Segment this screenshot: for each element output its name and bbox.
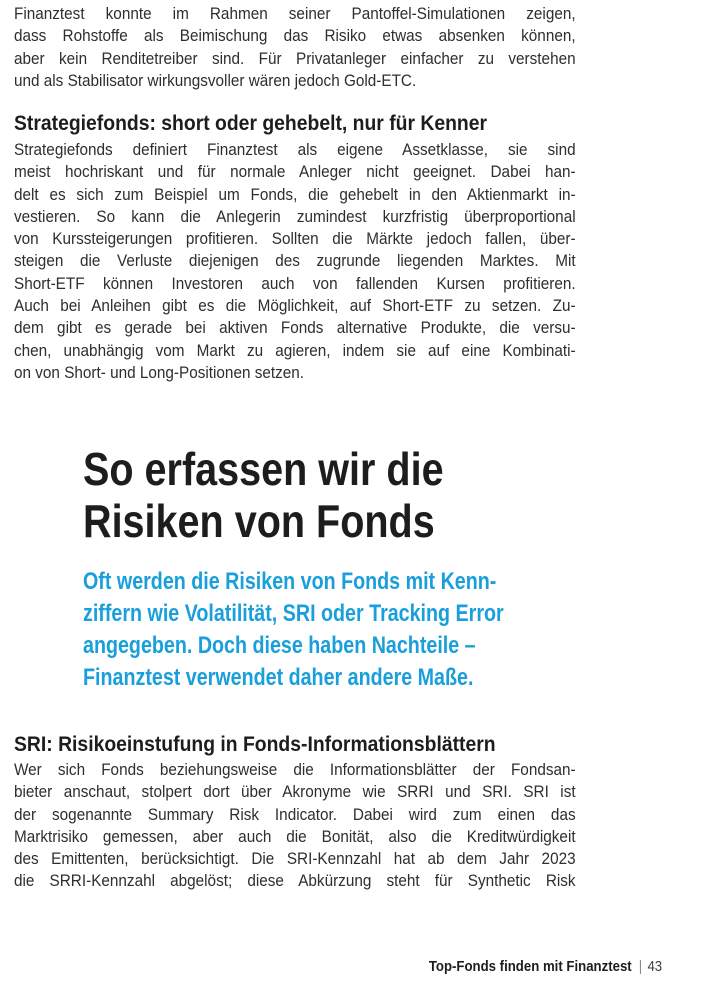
text-line: Marktrisiko gemessen, aber auch die Bonität, also die Kreditwürdigkeit [14,826,576,846]
page-footer [429,959,662,975]
text-line: ziffern wie Volatilität, SRI oder Tracking Error [83,600,504,627]
paragraph-pantoffel-simulationen [14,3,576,92]
text-line: der sogenannte Summary Risk Indicator. Dabei wird zum einen das [14,804,576,824]
paragraph-strategiefonds [14,139,576,384]
text-line: steigen die Verluste diejenigen des zugrunde liegenden Marktes. Mit [14,251,576,271]
text-line: des Emittenten, berücksichtigt. Die SRI-Kennzahl hat ab dem Jahr 2023 [14,849,576,869]
text-line: Oft werden die Risiken von Fonds mit Kenn- [83,568,497,595]
chapter-intro-deck [83,566,504,694]
text-line: Short-ETF können Investoren auch von fallenden Kursen profitieren. [14,273,576,293]
text-line: Strategiefonds definiert Finanztest als eigene Assetklasse, sie sind [14,140,576,159]
text-line: von Kurssteigerungen profitieren. Sollten die Märkte jedoch fallen, über- [14,229,576,249]
paragraph-sri [14,759,576,893]
text-line: bieter anschaut, stolpert dort über Akronyme wie SRRI und SRI. SRI ist [14,782,576,802]
text-line: Wer sich Fonds beziehungsweise die Informationsblätter der Fondsan- [14,760,576,779]
heading-sri: SRI: Risikoeinstufung in Fonds-Informationsblättern [14,732,496,756]
text-line: delt es sich zum Beispiel um Fonds, die gehebelt in den Aktienmarkt in- [14,184,576,204]
text-line: Auch bei Anleihen gibt es die Möglichkeit, auf Short-ETF zu setzen. Zu- [14,296,576,316]
text-line: angegeben. Doch diese haben Nachteile – [83,632,476,659]
text-line: vestieren. So kann die Anlegerin zumindest kurzfristig überproportional [14,206,576,226]
text-line: So erfassen wir die [83,443,444,495]
text-line: dass Rohstoffe als Beimischung das Risiko etwas absenken können, [14,26,576,46]
text-line: Risiken von Fonds [83,495,435,547]
text-line: on von Short- und Long-Positionen setzen. [14,362,305,382]
text-line: Finanztest konnte im Rahmen seiner Pantoffel-Simulationen zeigen, [14,4,576,23]
heading-strategiefonds: Strategiefonds: short oder gehebelt, nur für Kenner [14,111,488,135]
text-line: dem gibt es gerade bei aktiven Fonds alternative Produkte, die versu- [14,318,576,338]
chapter-title [83,443,444,547]
text-line: die SRRI-Kennzahl abgelöst; diese Abkürzung steht für Synthetic Risk [14,871,576,891]
footer-running-title: Top-Fonds finden mit Finanztest [428,958,632,975]
text-line: meist hochriskant und für normale Anleger nicht geeignet. Dabei han- [14,162,576,182]
text-line: chen, unabhängig vom Markt zu agieren, indem sie auf eine Kombinati- [14,340,576,360]
text-line: aber kein Renditetreiber sind. Für Privatanleger einfacher zu verstehen [14,48,576,68]
footer-separator: | [638,958,643,975]
text-line: und als Stabilisator wirkungsvoller wären jedoch Gold-ETC. [14,70,417,90]
footer-page-number: 43 [647,958,662,975]
text-line: Finanztest verwendet daher andere Maße. [83,664,474,691]
